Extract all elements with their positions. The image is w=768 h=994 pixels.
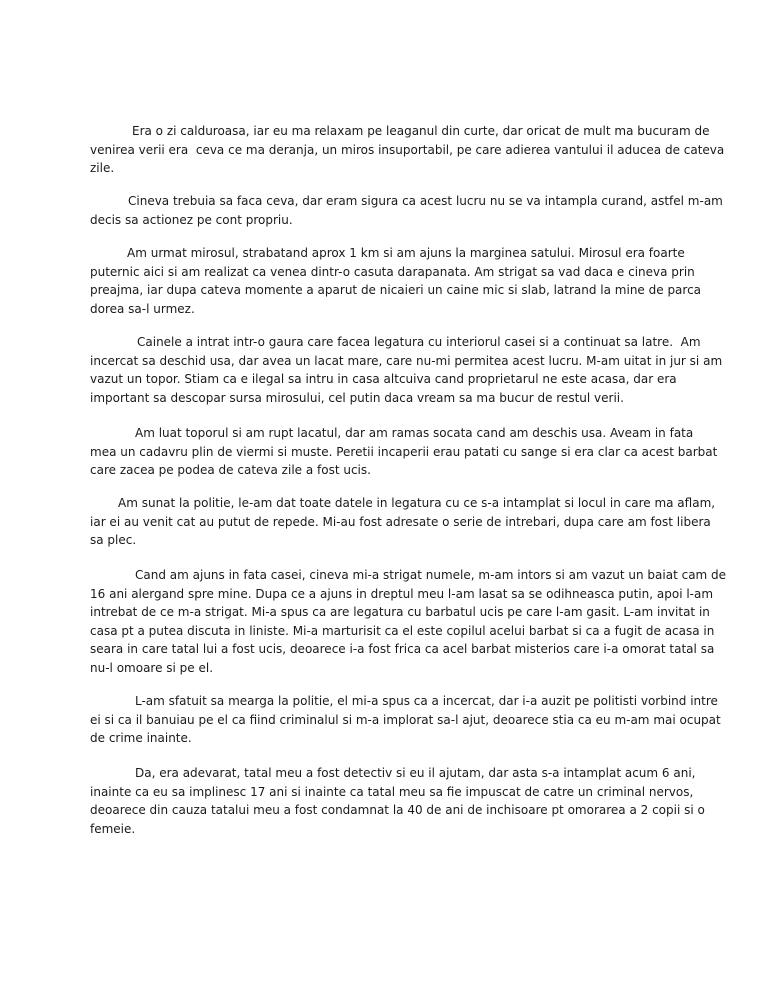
paragraph-5 — [90, 424, 718, 480]
paragraph-line: puternic aici si am realizat ca venea dintr-o casuta darapanata. Am strigat sa vad daca e cineva prin — [90, 264, 695, 279]
paragraph-3 — [90, 244, 702, 318]
paragraph-line: Da, era adevarat, tatal meu a fost detectiv si eu il ajutam, dar asta s-a intamplat acum 6 ani, — [135, 766, 696, 780]
paragraph-line: incercat sa deschid usa, dar avea un lacat mare, care nu-mi permitea acest lucru. M-am uitat in jur si am — [90, 353, 723, 368]
paragraph-line: vazut un topor. Stiam ca e ilegal sa intru in casa altcuiva cand proprietarul ne este acasa, dar era — [90, 372, 677, 386]
paragraph-line: mea un cadavru plin de viermi si muste. Peretii incaperii erau patati cu sange si era clar ca acest barbat — [90, 444, 718, 459]
paragraph-line: important sa descopar sursa mirosului, cel putin daca vream sa ma bucur de restul verii. — [90, 390, 624, 405]
paragraph-7 — [90, 566, 727, 677]
paragraph-line: Cineva trebuia sa faca ceva, dar eram sigura ca acest lucru nu se va intampla curand, astfel m-am — [128, 194, 723, 208]
paragraph-line: casa pt a putea discuta in liniste. Mi-a marturisit ca el este copilul acelui barbat si ca a fugit de acasa in — [90, 623, 715, 638]
paragraph-line: de crime inainte. — [90, 731, 192, 745]
paragraph-line: seara in care tatal lui a fost ucis, deoarece i-a fost frica ca acel barbat misterios care i-a omorat tatal sa — [90, 642, 715, 656]
paragraph-line: venirea verii era ceva ce ma deranja, un miros insuportabil, pe care adierea vantului il aducea de cateva — [90, 142, 725, 157]
paragraph-line: zile. — [90, 161, 115, 175]
paragraph-line: preajma, iar dupa cateva momente a aparut de nicaieri un caine mic si slab, latrand la mine de parca — [90, 283, 702, 297]
paragraph-line: L-am sfatuit sa mearga la politie, el mi-a spus ca a incercat, dar i-a auzit pe politisti vorbind intre — [135, 694, 718, 708]
paragraph-2 — [90, 192, 723, 229]
paragraph-line: decis sa actionez pe cont propriu. — [90, 212, 293, 227]
paragraph-line: Cainele a intrat intr-o gaura care facea legatura cu interiorul casei si a continuat sa latre. Am — [137, 335, 701, 349]
paragraph-6 — [90, 494, 716, 550]
paragraph-line: deoarece din cauza tatalui meu a fost condamnat la 40 de ani de inchisoare pt omorarea a 2 copii si o — [90, 803, 705, 817]
paragraph-9 — [90, 764, 705, 838]
paragraph-line: nu-l omoare si pe el. — [90, 660, 214, 675]
paragraph-line: Am luat toporul si am rupt lacatul, dar am ramas socata cand am deschis usa. Aveam in fata — [135, 426, 694, 440]
paragraph-line: Am urmat mirosul, strabatand aprox 1 km si am ajuns la marginea satului. Mirosul era foarte — [127, 246, 685, 260]
paragraph-8 — [90, 692, 721, 748]
paragraph-line: 16 ani alergand spre mine. Dupa ce a ajuns in dreptul meu l-am lasat sa se odihneasca putin, apoi l-am — [90, 586, 714, 601]
paragraph-line: Era o zi calduroasa, iar eu ma relaxam pe leaganul din curte, dar oricat de mult ma bucuram de — [132, 124, 710, 138]
paragraph-line: dorea sa-l urmez. — [90, 301, 195, 316]
paragraph-line: iar ei au venit cat au putut de repede. Mi-au fost adresate o serie de intrebari, dupa care am fost libera — [90, 514, 711, 529]
paragraph-4 — [90, 333, 723, 407]
paragraph-line: Cand am ajuns in fata casei, cineva mi-a strigat numele, m-am intors si am vazut un baiat cam de — [135, 568, 727, 582]
paragraph-line: sa plec. — [90, 533, 137, 547]
paragraph-line: inainte ca eu sa implinesc 17 ani si inainte ca tatal meu sa fie impuscat de catre un criminal nervos, — [90, 784, 694, 799]
paragraph-line: ei si ca il banuiau pe el ca fiind criminalul si m-a implorat sa-l ajut, deoarece stia ca eu m-am mai ocupat — [90, 712, 721, 727]
paragraph-1 — [90, 122, 725, 178]
paragraph-line: Am sunat la politie, le-am dat toate datele in legatura cu ce s-a intamplat si locul in care ma aflam, — [118, 496, 716, 510]
paragraph-line: intrebat de ce m-a strigat. Mi-a spus ca are legatura cu barbatul ucis pe care l-am gasit. L-am invitat in — [90, 605, 710, 619]
paragraph-line: care zacea pe podea de cateva zile a fost ucis. — [90, 463, 371, 477]
paragraph-line: femeie. — [90, 821, 136, 836]
